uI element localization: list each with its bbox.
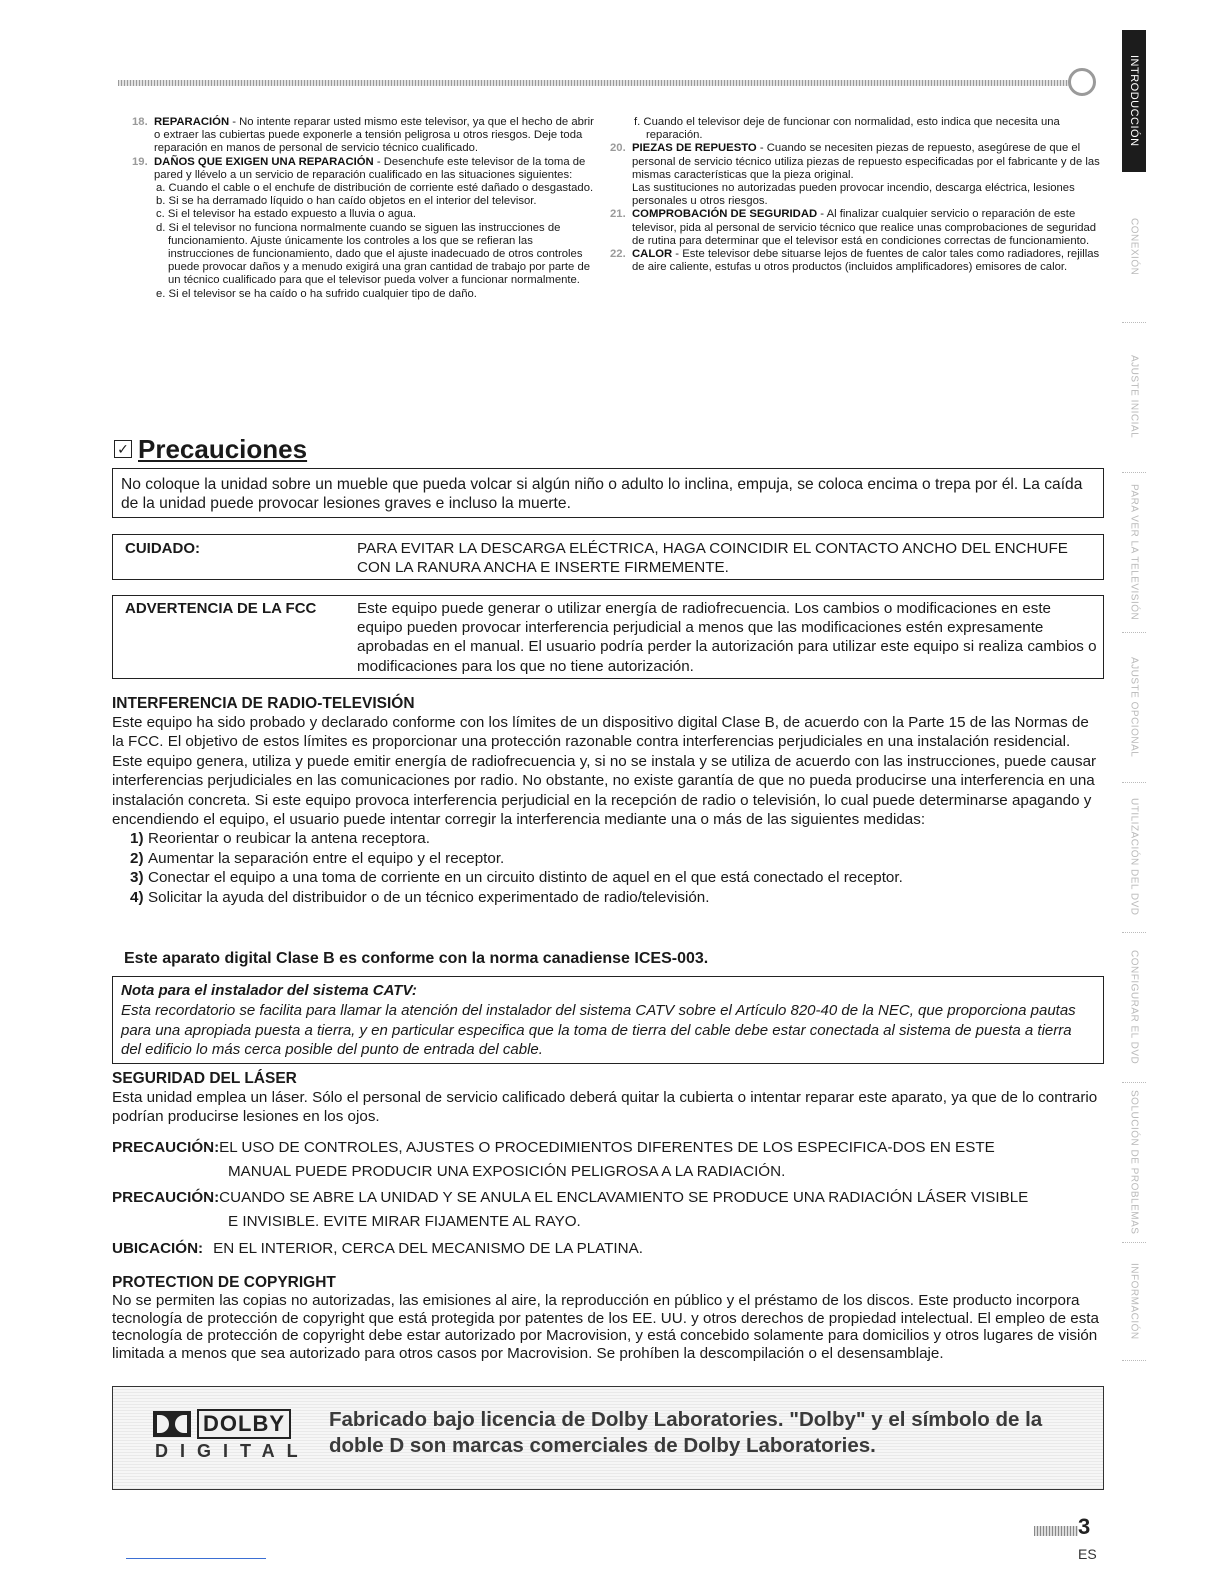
ubicacion: UBICACIÓN: EN EL INTERIOR, CERCA DEL MECANISMO DE LA PLATINA. xyxy=(112,1240,643,1257)
laser-title: SEGURIDAD DEL LÁSER xyxy=(112,1070,297,1087)
sub-item-d: d. Si el televisor no funciona normalmente cuando se siguen las instrucciones de funcionamiento. Ajuste únicamente los controles a los que se refieran las instrucciones de funcionamiento, dado que el ajuste inadecuado de otros controles puede provocar daños y a menudo exigirá una gran cantidad de trabajo por parte de un técnico cualificado para que el televisor pueda volver a funcionar normalmente. xyxy=(156,221,591,287)
sub-item-b: b. Si se ha derramado líquido o han caído objetos en el interior del televisor. xyxy=(156,195,537,208)
catv-note xyxy=(112,976,1104,1064)
measures-list xyxy=(112,829,1104,907)
sub-item-a: a. Cuando el cable o el enchufe de distribución de corriente esté dañado o desgastado. xyxy=(156,182,594,195)
copyright-body: No se permiten las copias no autorizadas, las emisiones al aire, la reproducción en público y el préstamo de los discos. Este producto incorpora tecnología de protección de copyright que está protegida por patentes de los EE. UU. y otros derechos de propiedad intelectual. El empleo de esta tecnología de protección de copyright debe estar autorizado por Macrovision, y está concebido solamente para domicilios y otros lugares de visión limitada a menos que sea autorizado para otros casos por Macrovision. Se prohíben la descompilación o el desensamblaje. xyxy=(112,1292,1099,1362)
side-tab-ajuste-opcional[interactable]: AJUSTE OPCIONAL xyxy=(1122,632,1146,783)
fcc-text: Este equipo puede generar o utilizar energía de radiofrecuencia. Los cambios o modificaciones en este equipo pueden provocar interferencia perjudicial a menos que las modificaciones estén expresamente aprobadas en el manual. El usuario podría perder la autorización para utilizar este equipo si realiza cambios o modificaciones para los que no tiene autorización. xyxy=(357,600,1097,675)
sub-item-c: c. Si el televisor ha estado expuesto a lluvia o agua. xyxy=(156,208,416,221)
list-item-18: 18. REPARACIÓN - No intente reparar usted mismo este televisor, ya que el hecho de abrir o extraer las cubiertas puede exponerle a tensión peligrosa u otros riesgos. Deje toda reparación en manos de personal de servicio técnico cualificado. xyxy=(132,116,594,155)
side-tab-utilizacion-dvd[interactable]: UTILIZACIÓN DEL DVD xyxy=(1122,782,1146,933)
precaucion-2: PRECAUCIÓN:CUANDO SE ABRE LA UNIDAD Y SE ANULA EL ENCLAVAMIENTO SE PRODUCE UNA RADIACIÓN LÁSER VISIBLE E INVISIBLE. EVITE MIRAR FIJAMENTE AL RAYO. xyxy=(112,1189,1029,1230)
page-number-bar xyxy=(1034,1526,1078,1536)
side-tab-ajuste-inicial[interactable]: AJUSTE INICIAL xyxy=(1122,322,1146,473)
right-list xyxy=(610,116,1100,274)
dolby-notice xyxy=(112,1386,1104,1490)
list-item: 3) Conectar el equipo a una toma de corriente en un circuito distinto de aquel en el que está conectado el receptor. xyxy=(130,869,903,887)
laser-section xyxy=(112,1070,1104,1127)
list-item: 1) Reorientar o reubicar la antena receptora. xyxy=(130,830,430,848)
copyright-title: PROTECTION DE COPYRIGHT xyxy=(112,1274,336,1291)
page-number xyxy=(1034,1514,1124,1542)
list-item-22: 22. CALOR - Este televisor debe situarse lejos de fuentes de calor tales como radiadores, rejillas de aire caliente, estufas u otros productos (incluidos amplificadores) emisores de calor. xyxy=(610,248,1100,274)
sub-item-e: e. Si el televisor se ha caído o ha sufrido cualquier tipo de daño. xyxy=(156,287,477,300)
tip-over-warning: No coloque la unidad sobre un mueble que pueda volcar si algún niño o adulto lo inclina, empuja, se coloca encima o trepa por él. La caída de la unidad puede provocar lesiones graves e incluso la muerte. xyxy=(112,468,1104,518)
fcc-label: ADVERTENCIA DE LA FCC xyxy=(125,600,317,617)
list-item-20: 20. PIEZAS DE REPUESTO - Cuando se necesiten piezas de repuesto, asegúrese de que el personal de servicio técnico utiliza piezas de repuesto especificadas por el fabricante y de las mismas características que la pieza original. xyxy=(610,142,1100,181)
side-tab-conexion[interactable]: CONEXIÓN xyxy=(1122,172,1146,323)
side-tab-informacion[interactable]: INFORMACIÓN xyxy=(1122,1242,1146,1361)
cuidado-box xyxy=(112,534,1104,580)
list-item: 4) Solicitar la ayuda del distribuidor o de un técnico experimentado de radio/televisión. xyxy=(130,888,710,906)
catv-body: Esta recordatorio se facilita para llamar la atención del instalador del sistema CATV sobre el Artículo 820-40 de la NEC, que proporciona pautas para una apropiada puesta a tierra, y en particular especifica que la toma de tierra del cable debe estar conectada al sistema de puesta a tierra del edificio lo más cerca posible del punto de entrada del cable. xyxy=(121,1001,1076,1059)
page-title: Precauciones xyxy=(138,433,308,464)
interferencia-body: Este equipo ha sido probado y declarado conforme con los límites de un dispositivo digital Clase B, de acuerdo con la Parte 15 de las Normas de la FCC. El objetivo de estos límites es proporcionar una protección razonable contra interferencias perjudiciales en una instalación residencial. Este equipo genera, utiliza y puede emitir energía de radiofrecuencia y, si no se instala y se utiliza de acuerdo con las instrucciones, puede causar interferencias perjudiciales en las comunicaciones por radio. No obstante, no existe garantía de que no pueda producirse una interferencia en una instalación concreta. Si este equipo provoca interferencia perjudicial en la recepción de radio o televisión, lo cual puede determinarse apagando y encendiendo el equipo, el usuario puede intentar corregir la interferencia mediante una o más de las siguientes medidas: xyxy=(112,714,1097,829)
list-item-19: 19. DAÑOS QUE EXIGEN UNA REPARACIÓN - Desenchufe este televisor de la toma de pared y llévelo a un servicio de reparación cualificado en las situaciones siguientes: xyxy=(132,155,586,181)
dolby-logo-word: DOLBY xyxy=(197,1409,291,1439)
copyright-section xyxy=(112,1274,1104,1362)
side-tab-configurar-dvd[interactable]: CONFIGURAR EL DVD xyxy=(1122,932,1146,1083)
header-circle-icon xyxy=(1068,68,1096,96)
language-code: ES xyxy=(1078,1546,1097,1562)
precauciones-heading xyxy=(114,432,307,466)
side-tabs xyxy=(1122,30,1146,1360)
side-tab-solucion[interactable]: SOLUCIÓN DE PROBLEMAS xyxy=(1122,1082,1146,1243)
left-list xyxy=(132,116,598,301)
checkbox-icon: ✓ xyxy=(114,440,132,458)
canada-notice: Este aparato digital Clase B es conforme con la norma canadiense ICES-003. xyxy=(124,950,709,967)
laser-body: Esta unidad emplea un láser. Sólo el personal de servicio calificado deberá quitar la cubierta o intentar reparar este aparato, ya que de lo contrario podrían producirse lesiones en los ojos. xyxy=(112,1089,1098,1126)
side-tab-introduccion[interactable]: INTRODUCCIÓN xyxy=(1122,30,1146,172)
footer-line xyxy=(126,1558,266,1559)
page-number-value: 3 xyxy=(1078,1514,1091,1539)
precaucion-1: PRECAUCIÓN:EL USO DE CONTROLES, AJUSTES O PROCEDIMIENTOS DIFERENTES DE LOS ESPECIFICA-DOS EN ESTE MANUAL PUEDE PRODUCIR UNA EXPOSICIÓN PELIGROSA A LA RADIACIÓN. xyxy=(112,1139,995,1180)
list-item: 2) Aumentar la separación entre el equipo y el receptor. xyxy=(130,849,505,867)
list-item-21: 21. COMPROBACIÓN DE SEGURIDAD - Al finalizar cualquier servicio o reparación de este televisor, pida al personal de servicio técnico que realice unas comprobaciones de seguridad de rutina para determinar que el televisor está en condiciones correctas de funcionamiento. xyxy=(610,208,1097,247)
interferencia-title: INTERFERENCIA DE RADIO-TELEVISIÓN xyxy=(112,695,415,712)
list-item-20-extra: Las sustituciones no autorizadas pueden provocar incendio, descarga eléctrica, lesiones personales u otros riesgos. xyxy=(632,182,1075,208)
double-d-icon xyxy=(153,1411,191,1437)
catv-title: Nota para el instalador del sistema CATV: xyxy=(121,982,417,999)
cuidado-label: CUIDADO: xyxy=(125,540,200,557)
dolby-logo xyxy=(153,1407,310,1467)
dolby-logo-sub: DIGITAL xyxy=(155,1441,310,1461)
dolby-text: Fabricado bajo licencia de Dolby Laboratories. "Dolby" y el símbolo de la doble D son marcas comerciales de Dolby Laboratories. xyxy=(329,1408,1043,1457)
side-tab-para-ver[interactable]: PARA VER LA TELEVISIÓN xyxy=(1122,472,1146,633)
interferencia-section xyxy=(112,695,1104,907)
header-rule xyxy=(118,80,1078,86)
cuidado-text: PARA EVITAR LA DESCARGA ELÉCTRICA, HAGA COINCIDIR EL CONTACTO ANCHO DEL ENCHUFE CON LA RANURA ANCHA E INSERTE FIRMEMENTE. xyxy=(357,540,1068,577)
sub-item-f: f. Cuando el televisor deje de funcionar con normalidad, esto indica que necesita una reparación. xyxy=(634,116,1060,142)
fcc-box xyxy=(112,595,1104,679)
